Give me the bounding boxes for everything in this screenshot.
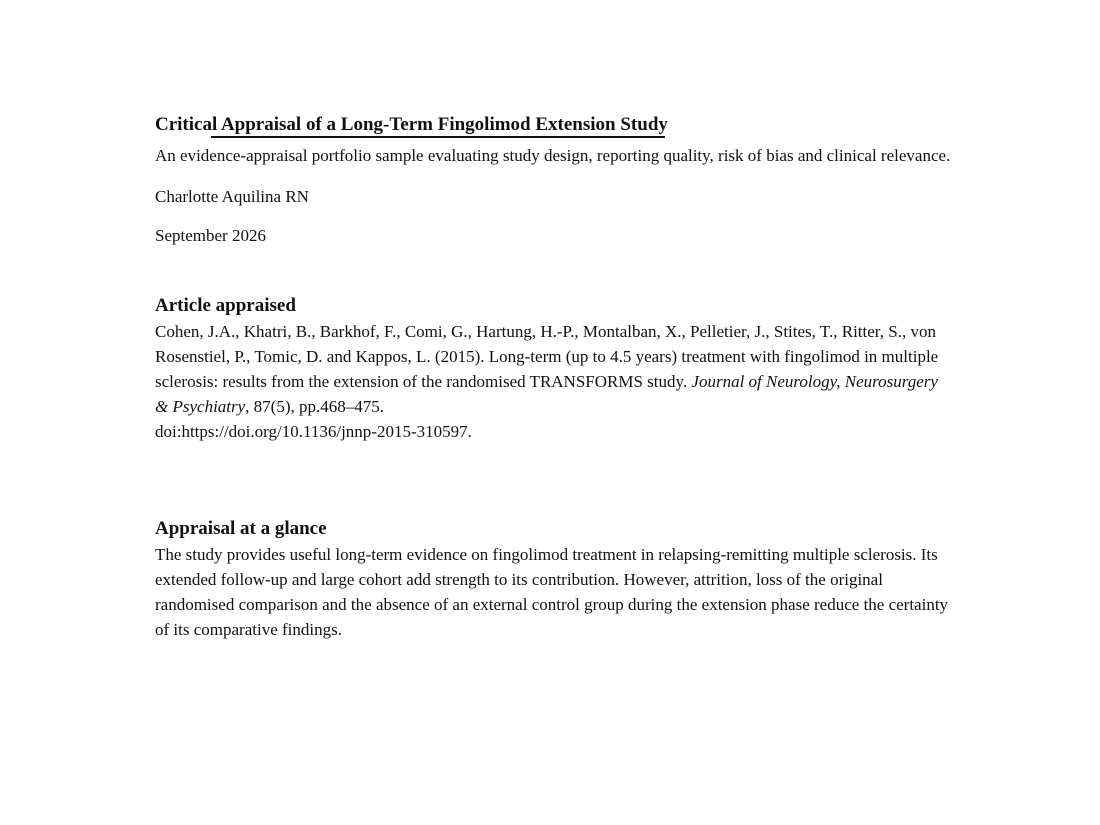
article-appraised-heading: Article appraised <box>155 295 296 316</box>
title-block <box>155 112 955 248</box>
document-subtitle: An evidence-appraisal portfolio sample evaluating study design, reporting quality, risk of bias and clinical relevance. <box>155 146 951 165</box>
citation-volume-pages: , 87(5), pp.468–475. <box>245 397 384 416</box>
citation-journal: Journal of Neurology, Neurosurgery & Psychiatry <box>155 372 938 416</box>
appraisal-glance-section <box>155 516 955 642</box>
title-underline <box>211 136 665 138</box>
document-date: September 2026 <box>155 226 266 245</box>
document-title <box>155 112 668 138</box>
document-page <box>155 112 955 642</box>
citation-authors-title: Cohen, J.A., Khatri, B., Barkhof, F., Comi, G., Hartung, H.-P., Montalban, X., Pelletier, J., Stites, T., Ritter, S., von Rosenstiel, P., Tomic, D. and Kappos, L. (2015). Long-term (up to 4.5 years) treatment with fingolimod in multiple sclerosis: results from the extension of the randomised TRANSFORMS study. <box>155 322 939 391</box>
appraisal-glance-heading: Appraisal at a glance <box>155 518 327 539</box>
document-title-text: Critical Appraisal of a Long-Term Fingolimod Extension Study <box>155 114 668 135</box>
appraisal-glance-body: The study provides useful long-term evidence on fingolimod treatment in relapsing-remitting multiple sclerosis. Its extended follow-up and large cohort add strength to its contribution. However, attrition, loss of the original randomised comparison and the absence of an external control group during the extension phase reduce the certainty of its comparative findings. <box>155 545 949 639</box>
author-name: Charlotte Aquilina RN <box>155 187 309 206</box>
article-citation <box>155 319 955 444</box>
article-appraised-section <box>155 293 955 444</box>
citation-doi: doi:https://doi.org/10.1136/jnnp-2015-310597. <box>155 422 472 441</box>
